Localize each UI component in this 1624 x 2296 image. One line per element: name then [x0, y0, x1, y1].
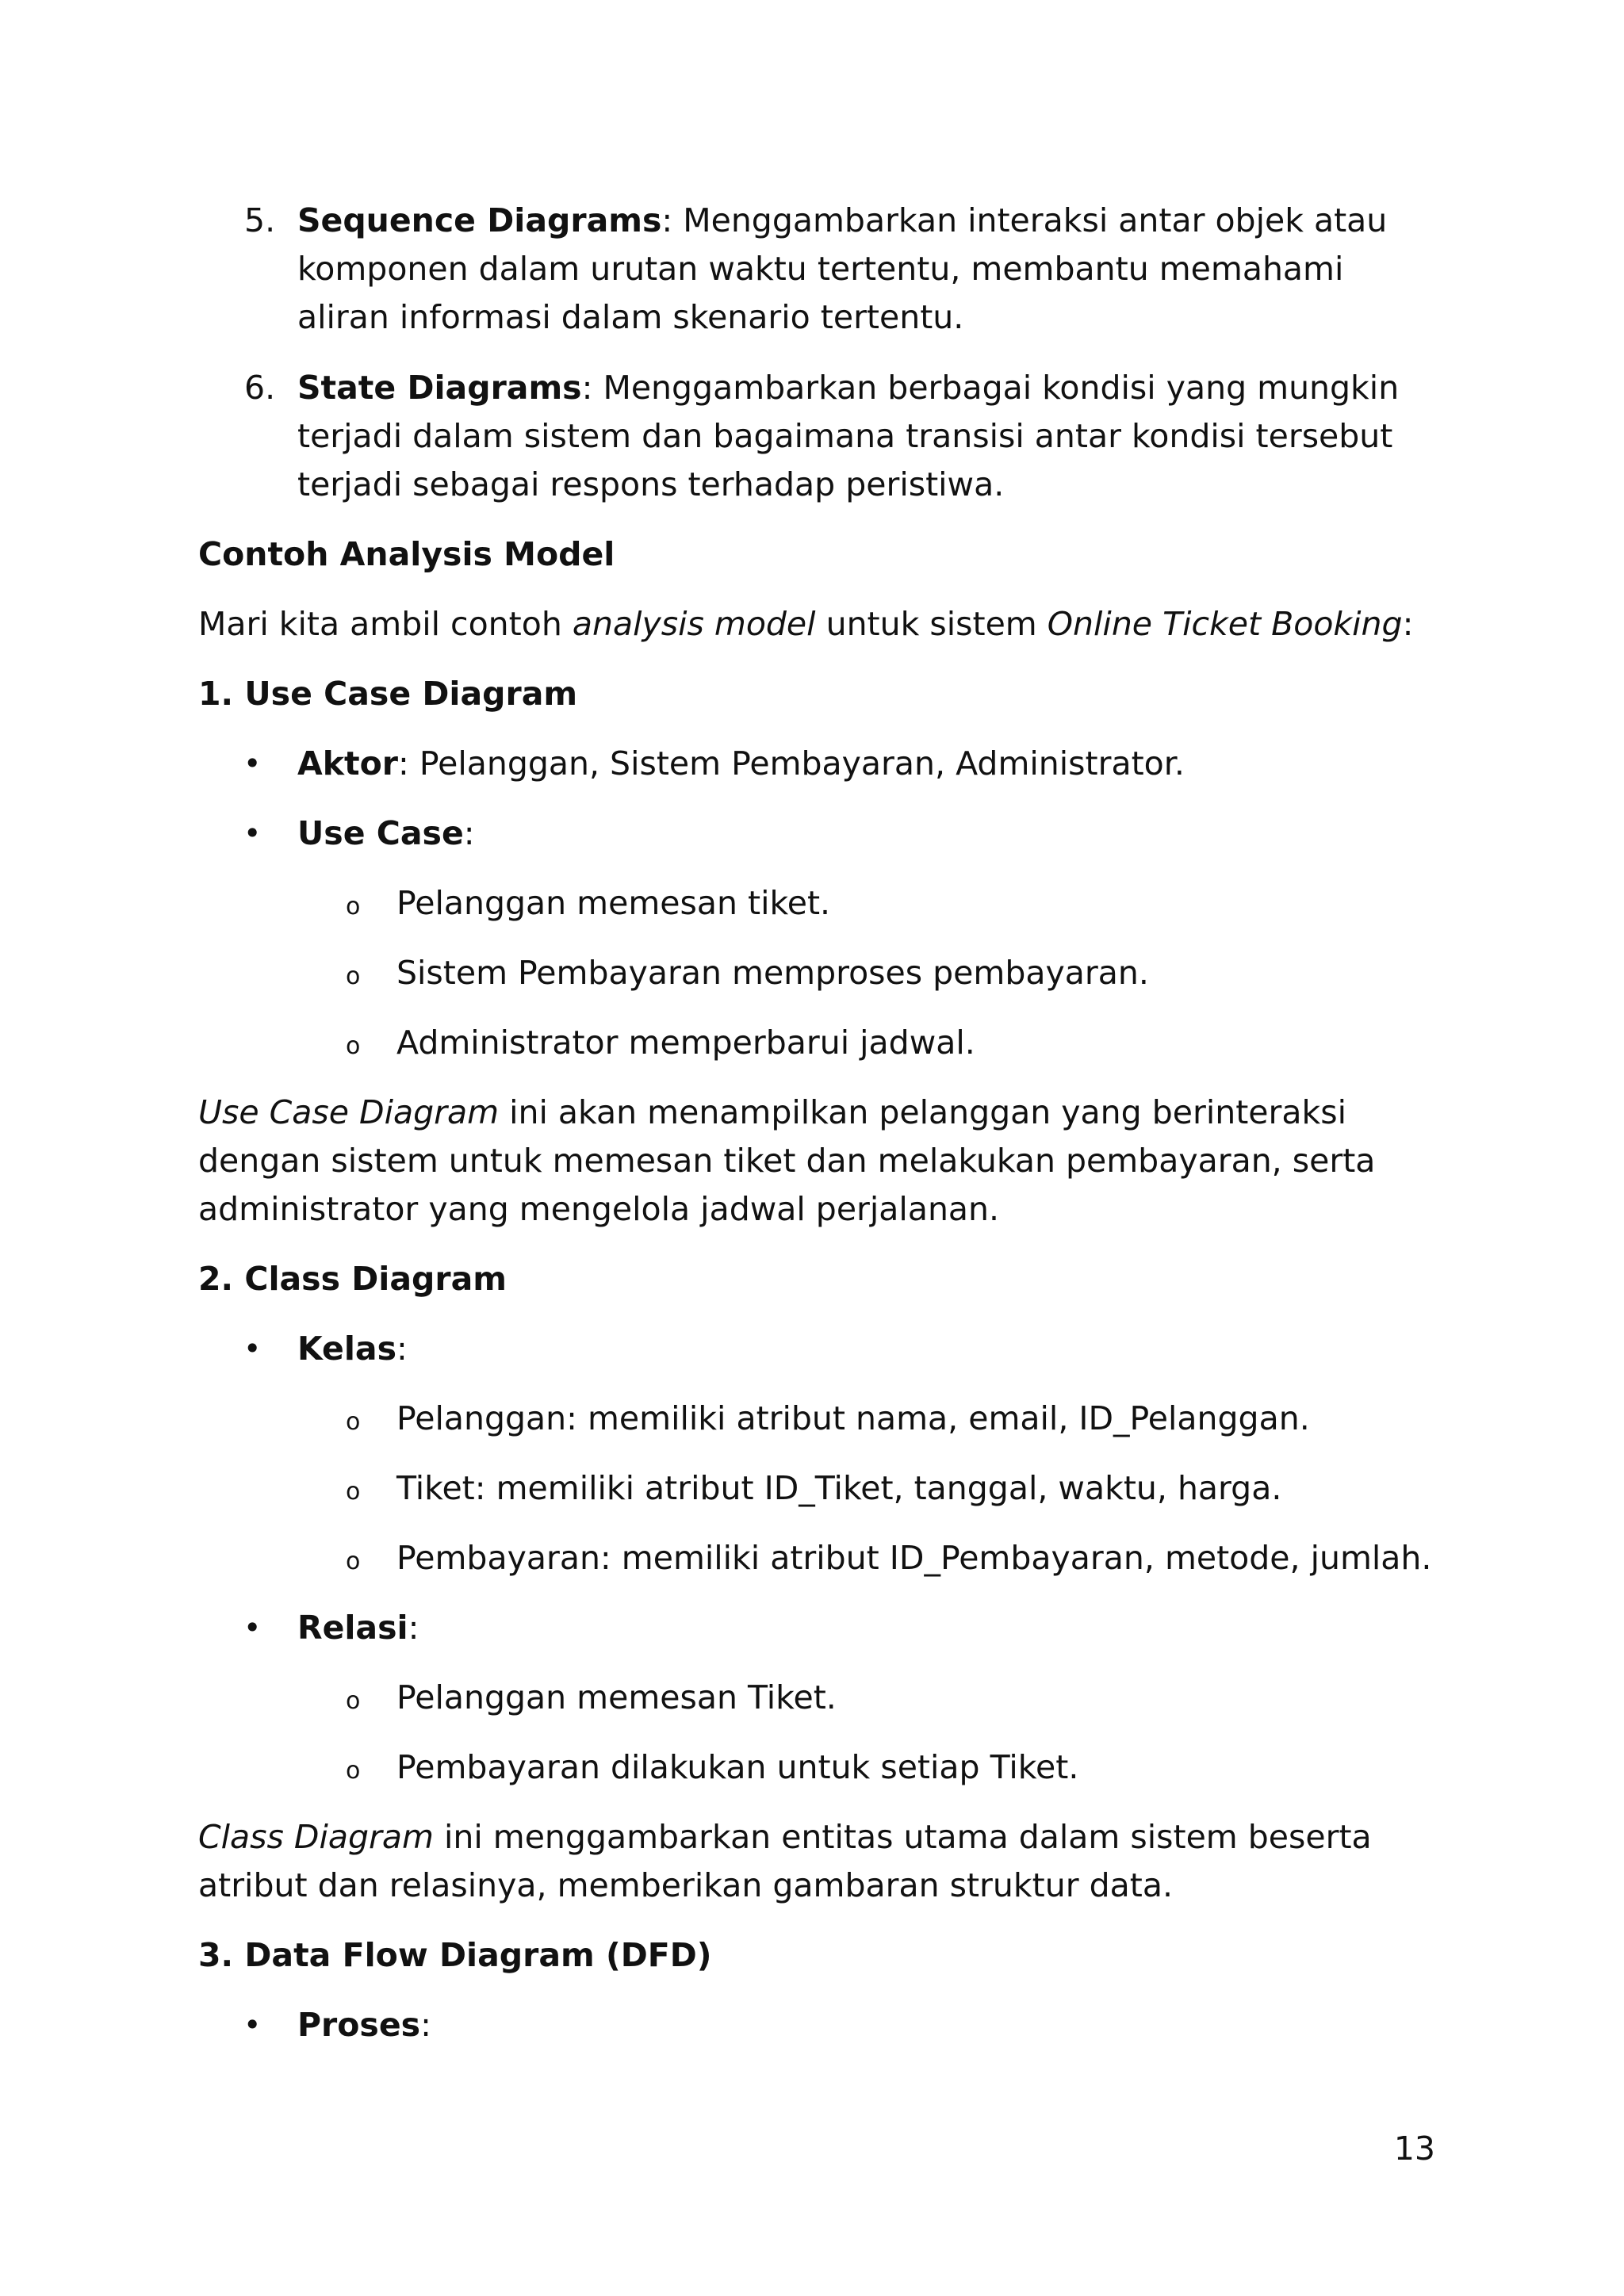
bullet-icon: • — [243, 1331, 262, 1366]
sub-list-item — [198, 1743, 1435, 1792]
item-text — [297, 364, 1435, 509]
sub-list-item — [198, 1674, 1435, 1722]
bullet-label: Kelas — [297, 1330, 396, 1368]
bullet-label: Proses — [297, 2006, 421, 2044]
bullet-kelas — [198, 1325, 1435, 1373]
sub-bullet-icon: o — [346, 1478, 361, 1506]
bullet-icon: • — [243, 1610, 262, 1645]
bullet-proses — [198, 2001, 1435, 2049]
bullet-icon: • — [243, 816, 262, 851]
subsection-heading-dfd: 3. Data Flow Diagram (DFD) — [198, 1936, 712, 1974]
bullet-relasi — [198, 1604, 1435, 1652]
bullet-use-case — [198, 809, 1435, 858]
bullet-aktor — [198, 740, 1435, 788]
subsection-heading-use-case: 1. Use Case Diagram — [198, 675, 578, 713]
intro-text: : — [1402, 605, 1414, 643]
subsection-heading-class-diagram: 2. Class Diagram — [198, 1260, 507, 1298]
item-text — [297, 197, 1435, 342]
bullet-colon: : — [408, 1609, 419, 1647]
bullet-label: Relasi — [297, 1609, 408, 1647]
sub-item-text: Tiket: memiliki atribut ID_Tiket, tanggal, waktu, harga. — [396, 1469, 1282, 1507]
intro-emphasis: analysis model — [572, 605, 816, 643]
sub-list-item — [198, 1019, 1435, 1067]
bullet-label: Aktor — [297, 744, 398, 783]
sub-item-text: Pelanggan memesan tiket. — [396, 884, 831, 922]
numbered-item-5 — [198, 197, 1435, 342]
sub-list-item — [198, 1395, 1435, 1443]
summary-emphasis: Class Diagram — [198, 1818, 434, 1856]
sub-bullet-icon: o — [346, 1408, 361, 1436]
item-term: Sequence Diagrams — [297, 201, 662, 239]
sub-bullet-icon: o — [346, 1757, 361, 1785]
sub-item-text: Sistem Pembayaran memproses pembayaran. — [396, 954, 1149, 992]
bullet-icon: • — [243, 746, 262, 781]
bullet-colon: : — [420, 2006, 431, 2044]
page-content — [198, 197, 1435, 2071]
intro-text: untuk sistem — [815, 605, 1048, 643]
class-diagram-summary — [198, 1813, 1435, 1910]
intro-text: Mari kita ambil contoh — [198, 605, 573, 643]
sub-list-item — [198, 1464, 1435, 1513]
sub-list-item — [198, 949, 1435, 997]
sub-item-text: Pelanggan: memiliki atribut nama, email, ID_Pelanggan. — [396, 1399, 1310, 1437]
summary-text: ini akan menampilkan pelanggan yang berinteraksi dengan sistem untuk memesan tiket dan melakukan pembayaran, serta administrator yang mengelola jadwal perjalanan. — [198, 1093, 1376, 1228]
bullet-text — [297, 1604, 1435, 1652]
sub-bullet-icon: o — [346, 1687, 361, 1715]
page-number: 13 — [1393, 2130, 1435, 2168]
item-description: : Menggambarkan interaksi antar objek atau komponen dalam urutan waktu tertentu, membantu memahami aliran informasi dalam skenario tertentu. — [297, 201, 1388, 336]
bullet-text — [297, 740, 1435, 788]
sub-bullet-icon: o — [346, 893, 361, 920]
item-description: : Menggambarkan berbagai kondisi yang mungkin terjadi dalam sistem dan bagaimana transisi antar kondisi tersebut terjadi sebagai respons terhadap peristiwa. — [297, 369, 1400, 503]
use-case-summary — [198, 1089, 1435, 1234]
summary-text: ini menggambarkan entitas utama dalam sistem beserta atribut dan relasinya, memberikan gambaran struktur data. — [198, 1818, 1372, 1904]
numbered-item-6 — [198, 364, 1435, 509]
summary-emphasis: Use Case Diagram — [198, 1093, 500, 1131]
sub-list-item — [198, 879, 1435, 928]
sub-item-text: Pelanggan memesan Tiket. — [396, 1678, 837, 1716]
intro-paragraph — [198, 600, 1435, 649]
bullet-text — [297, 2001, 1435, 2049]
item-number: 5. — [244, 201, 276, 239]
bullet-colon: : — [396, 1330, 408, 1368]
sub-item-text: Pembayaran dilakukan untuk setiap Tiket. — [396, 1748, 1079, 1786]
sub-list-item — [198, 1534, 1435, 1582]
bullet-text — [297, 1325, 1435, 1373]
sub-item-text: Pembayaran: memiliki atribut ID_Pembayaran, metode, jumlah. — [396, 1539, 1432, 1577]
intro-emphasis: Online Ticket Booking — [1047, 605, 1403, 643]
sub-bullet-icon: o — [346, 1548, 361, 1575]
bullet-icon: • — [243, 2007, 262, 2042]
item-number: 6. — [244, 369, 276, 407]
bullet-label: Use Case — [297, 814, 464, 852]
sub-item-text: Administrator memperbarui jadwal. — [396, 1024, 975, 1062]
bullet-description: : Pelanggan, Sistem Pembayaran, Administrator. — [397, 744, 1185, 783]
sub-bullet-icon: o — [346, 962, 361, 990]
sub-bullet-icon: o — [346, 1032, 361, 1060]
bullet-text — [297, 809, 1435, 858]
item-term: State Diagrams — [297, 369, 582, 407]
section-heading: Contoh Analysis Model — [198, 535, 615, 573]
bullet-colon: : — [463, 814, 475, 852]
